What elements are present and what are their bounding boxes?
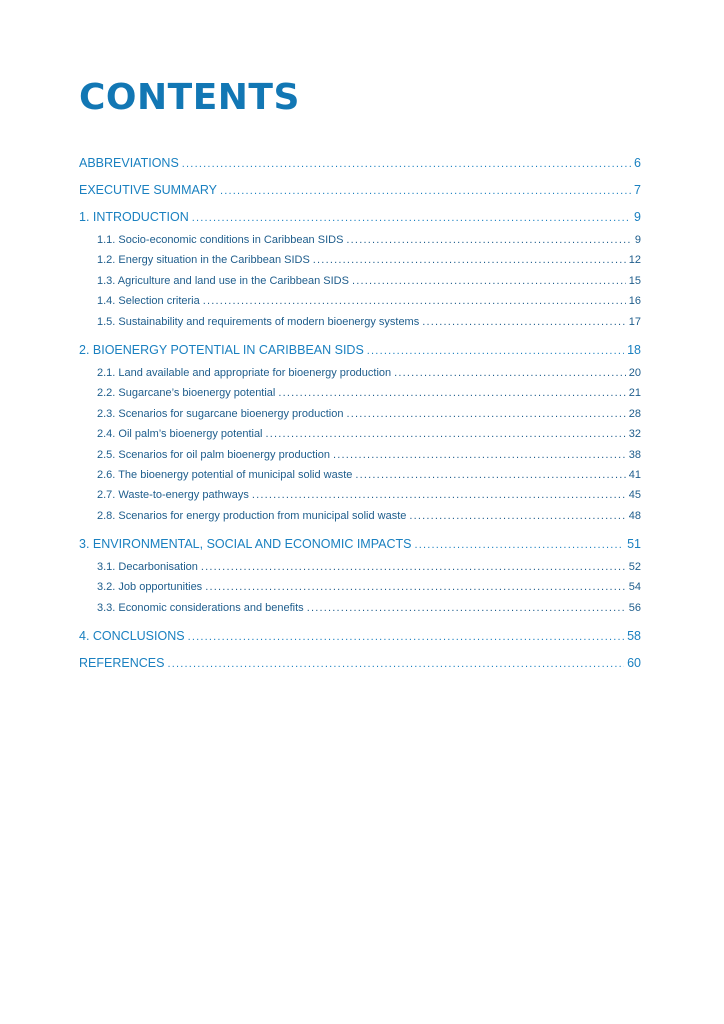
toc-page-number: 12	[628, 254, 641, 267]
toc-entry-label: REFERENCES	[79, 656, 165, 671]
toc-page-number: 51	[627, 537, 641, 552]
toc-entry-label: 3.2. Job opportunities	[97, 581, 203, 594]
toc-page-number: 16	[628, 295, 641, 308]
section-spacer	[79, 332, 641, 336]
toc-page-number: 45	[628, 489, 641, 502]
toc-leader-dots	[278, 388, 625, 399]
toc-leader-dots	[409, 511, 625, 522]
toc-entry-2-3[interactable]	[79, 404, 641, 424]
toc-entry-label: 2. BIOENERGY POTENTIAL IN CARIBBEAN SIDS	[79, 342, 364, 357]
toc-entry-label: 2.1. Land available and appropriate for bioenergy production	[97, 366, 392, 379]
toc-leader-dots	[346, 235, 631, 246]
toc-entry-abbreviations[interactable]	[79, 150, 641, 176]
toc-entry-3-1[interactable]	[79, 557, 641, 577]
toc-entry-2-5[interactable]	[79, 445, 641, 465]
toc-entry-label: 1. INTRODUCTION	[79, 210, 189, 224]
toc-page-number: 38	[628, 448, 641, 461]
toc-page-number: 7	[634, 183, 641, 197]
toc-entry-label: 3.1. Decarbonisation	[97, 561, 198, 574]
toc-page-number: 60	[627, 656, 641, 671]
toc-leader-dots	[188, 632, 625, 643]
toc-leader-dots	[205, 582, 626, 593]
toc-leader-dots	[346, 409, 625, 420]
toc-entry-introduction[interactable]	[79, 204, 641, 230]
toc-page-number: 28	[628, 407, 641, 420]
toc-leader-dots	[352, 276, 626, 287]
toc-entry-label: 2.4. Oil palm’s bioenergy potential	[97, 428, 263, 441]
toc-entry-label: 2.2. Sugarcane’s bioenergy potential	[97, 387, 276, 400]
toc-leader-dots	[333, 450, 626, 461]
toc-page-number: 20	[628, 366, 641, 379]
toc-page-number: 54	[628, 581, 641, 594]
toc-leader-dots	[266, 429, 626, 440]
toc-entry-label: 2.3. Scenarios for sugarcane bioenergy production	[97, 407, 344, 420]
toc-entry-label: 1.3. Agriculture and land use in the Caribbean SIDS	[97, 274, 349, 287]
toc-entry-label: 1.4. Selection criteria	[97, 295, 200, 308]
toc-page-number: 21	[628, 387, 641, 400]
toc-entry-2-8[interactable]	[79, 506, 641, 526]
toc-leader-dots	[307, 603, 626, 614]
toc-page-number: 6	[634, 156, 641, 170]
toc-page-number: 9	[634, 210, 641, 224]
toc-entry-bioenergy-potential[interactable]	[79, 337, 641, 363]
toc-page-number: 17	[628, 315, 641, 328]
toc-leader-dots	[313, 255, 626, 266]
section-spacer	[79, 526, 641, 530]
toc-leader-dots	[367, 346, 624, 357]
toc-leader-dots	[252, 490, 626, 501]
toc-page-number: 9	[634, 234, 641, 246]
toc-leader-dots	[355, 470, 625, 481]
toc-entry-2-7[interactable]	[79, 485, 641, 505]
toc-entry-references[interactable]	[79, 650, 641, 676]
toc-leader-dots	[192, 213, 631, 224]
toc-entry-label: 1.1. Socio-economic conditions in Caribbean SIDS	[97, 234, 344, 246]
toc-entry-2-2[interactable]	[79, 383, 641, 403]
toc-entry-2-4[interactable]	[79, 424, 641, 444]
toc-page-number: 18	[627, 342, 641, 357]
toc-entry-label: 2.8. Scenarios for energy production from municipal solid waste	[97, 509, 407, 522]
toc-entry-label: 3.3. Economic considerations and benefits	[97, 601, 304, 614]
toc-page-number: 58	[627, 629, 641, 644]
toc-page-number: 56	[628, 601, 641, 614]
toc-page-number: 15	[628, 274, 641, 287]
toc-entry-1-3[interactable]	[79, 271, 641, 291]
toc-leader-dots	[422, 317, 626, 328]
toc-entry-1-4[interactable]	[79, 291, 641, 311]
toc-leader-dots	[414, 540, 624, 551]
toc-page-number: 41	[628, 468, 641, 481]
toc-leader-dots	[167, 659, 624, 670]
toc-entry-label: EXECUTIVE SUMMARY	[79, 183, 217, 197]
toc-entry-label: ABBREVIATIONS	[79, 156, 179, 170]
toc-entry-executive-summary[interactable]	[79, 177, 641, 203]
toc-leader-dots	[201, 562, 626, 573]
toc-entry-1-5[interactable]	[79, 312, 641, 332]
toc-entry-label: 2.5. Scenarios for oil palm bioenergy production	[97, 448, 330, 461]
toc-entry-label: 2.7. Waste-to-energy pathways	[97, 489, 249, 502]
toc-leader-dots	[203, 296, 626, 307]
toc-entry-1-2[interactable]	[79, 250, 641, 270]
page-title: CONTENTS	[79, 77, 300, 118]
toc-entry-conclusions[interactable]	[79, 623, 641, 649]
toc-entry-3-3[interactable]	[79, 598, 641, 618]
toc-page-number: 32	[628, 428, 641, 441]
toc-leader-dots	[220, 186, 631, 197]
table-of-contents	[79, 150, 641, 676]
toc-leader-dots	[182, 159, 631, 170]
toc-page-number: 52	[628, 561, 641, 574]
toc-entry-2-1[interactable]	[79, 363, 641, 383]
toc-entry-label: 1.2. Energy situation in the Caribbean SIDS	[97, 254, 310, 267]
toc-leader-dots	[394, 368, 626, 379]
toc-entry-label: 4. CONCLUSIONS	[79, 629, 185, 644]
toc-entry-2-6[interactable]	[79, 465, 641, 485]
toc-entry-impacts[interactable]	[79, 531, 641, 557]
section-spacer	[79, 618, 641, 622]
toc-entry-label: 2.6. The bioenergy potential of municipal solid waste	[97, 468, 353, 481]
toc-page-number: 48	[628, 509, 641, 522]
toc-entry-label: 3. ENVIRONMENTAL, SOCIAL AND ECONOMIC IMPACTS	[79, 537, 412, 552]
toc-entry-label: 1.5. Sustainability and requirements of modern bioenergy systems	[97, 315, 420, 328]
toc-entry-3-2[interactable]	[79, 577, 641, 597]
toc-entry-1-1[interactable]	[79, 230, 641, 250]
